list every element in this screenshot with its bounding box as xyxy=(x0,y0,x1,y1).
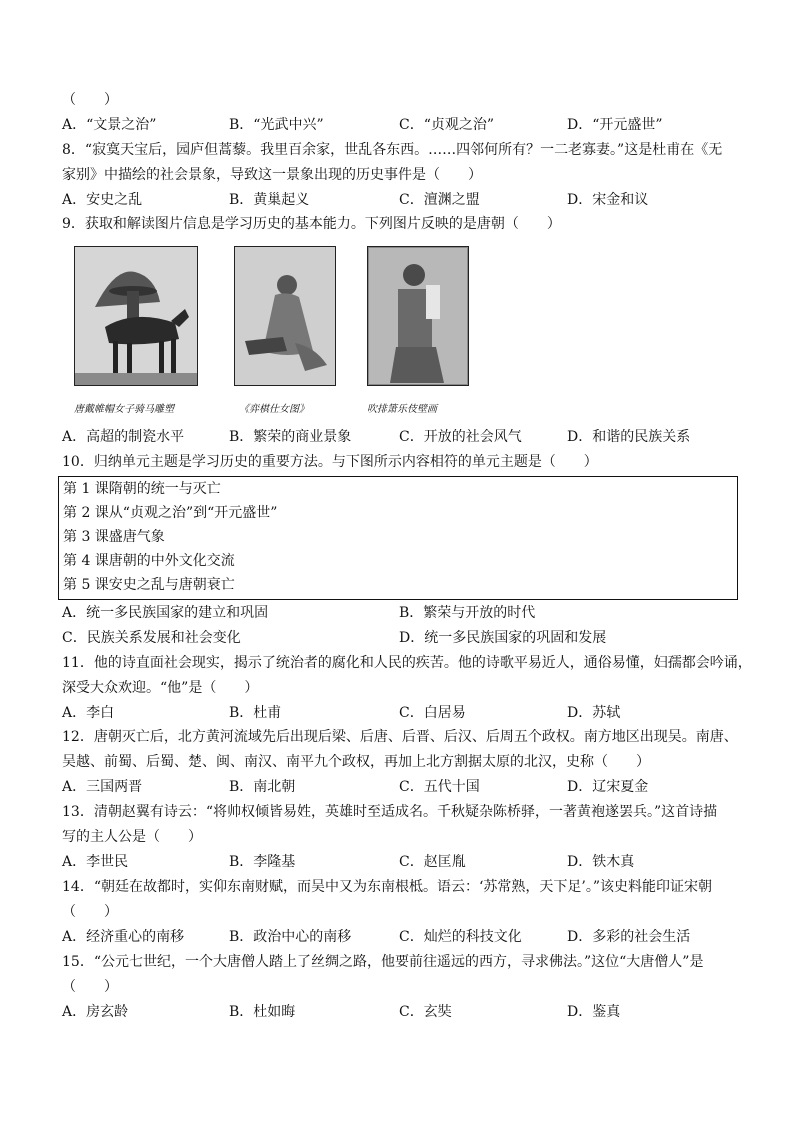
q13-stem-line2: 写的主人公是（ ） xyxy=(62,829,202,845)
q14-option-d[interactable]: D．多彩的社会生活 xyxy=(567,929,691,945)
q7-option-b[interactable]: B．“光武中兴” xyxy=(229,117,324,133)
q12-option-d[interactable]: D．辽宋夏金 xyxy=(567,779,649,795)
q9-stem: 9．获取和解读图片信息是学习历史的基本能力。下列图片反映的是唐朝（ ） xyxy=(62,216,561,232)
q8-option-c[interactable]: C．澶渊之盟 xyxy=(399,192,480,208)
q15-option-d[interactable]: D．鉴真 xyxy=(567,1004,621,1020)
q10-options-row2 xyxy=(62,628,752,648)
lesson-2: 第 2 课从“贞观之治”到“开元盛世” xyxy=(63,505,278,521)
lesson-4: 第 4 课唐朝的中外文化交流 xyxy=(63,553,235,569)
caption-tang-horse-rider: 唐戴帷帽女子骑马雕塑 xyxy=(74,404,174,415)
q7-option-a[interactable]: A．“文景之治” xyxy=(62,117,157,133)
q10-unit-lesson-box xyxy=(58,476,738,600)
q15-option-a[interactable]: A．房玄龄 xyxy=(62,1004,129,1020)
lesson-3: 第 3 课盛唐气象 xyxy=(63,529,165,545)
q7-paren: （ ） xyxy=(62,92,118,108)
q8-options xyxy=(62,190,752,210)
q13-option-b[interactable]: B．李隆基 xyxy=(229,854,296,870)
q8-stem-line2: 家别》中描绘的社会景象，导致这一景象出现的历史事件是（ ） xyxy=(62,167,482,183)
q14-option-c[interactable]: C．灿烂的科技文化 xyxy=(399,929,522,945)
q13-option-c[interactable]: C．赵匡胤 xyxy=(399,854,466,870)
q13-options xyxy=(62,852,752,872)
q13-option-d[interactable]: D．铁木真 xyxy=(567,854,635,870)
caption-panpipe-musician: 吹排箫乐伎壁画 xyxy=(367,404,437,415)
q14-stem-line2: （ ） xyxy=(62,904,118,920)
q13-option-a[interactable]: A．李世民 xyxy=(62,854,129,870)
q12-stem-line1: 12．唐朝灭亡后，北方黄河流域先后出现后梁、后唐、后晋、后汉、后周五个政权。南方地区出现吴。南唐、 xyxy=(62,729,738,745)
caption-weiqi-court-lady: 《弈棋仕女图》 xyxy=(239,404,309,415)
lesson-5: 第 5 课安史之乱与唐朝衰亡 xyxy=(63,577,235,593)
q8-stem-line1: 8．“寂寞天宝后，园庐但蒿藜。我里百余家，世乱各东西。……四邻何所有？一二老寡妻。”这是杜甫在《无 xyxy=(62,142,723,158)
q12-option-c[interactable]: C．五代十国 xyxy=(399,779,480,795)
q15-stem-line1: 15．“公元七世纪，一个大唐僧人踏上了丝绸之路，他要前往遥远的西方，寻求佛法。”这位“大唐僧人”是 xyxy=(62,954,704,970)
q15-option-c[interactable]: C．玄奘 xyxy=(399,1004,452,1020)
q13-stem-line1: 13．清朝赵翼有诗云：“将帅权倾皆易姓，英雄时至适成名。千秋疑杂陈桥驿，一著黄袍遂罢兵。”这首诗描 xyxy=(62,804,718,820)
q11-option-d[interactable]: D．苏轼 xyxy=(567,705,621,721)
q7-option-d[interactable]: D．“开元盛世” xyxy=(567,117,663,133)
tang-horse-rider-sculpture-image xyxy=(74,246,198,386)
q14-option-b[interactable]: B．政治中心的南移 xyxy=(229,929,352,945)
q12-option-a[interactable]: A．三国两晋 xyxy=(62,779,143,795)
q7-options xyxy=(62,115,752,135)
q11-option-b[interactable]: B．杜甫 xyxy=(229,705,282,721)
q15-option-b[interactable]: B．杜如晦 xyxy=(229,1004,296,1020)
q10-option-a[interactable]: A．统一多民族国家的建立和巩固 xyxy=(62,605,269,621)
q14-option-a[interactable]: A．经济重心的南移 xyxy=(62,929,185,945)
q9-options xyxy=(62,427,752,447)
q12-option-b[interactable]: B．南北朝 xyxy=(229,779,296,795)
q9-option-c[interactable]: C．开放的社会风气 xyxy=(399,429,522,445)
q11-option-a[interactable]: A．李白 xyxy=(62,705,115,721)
panpipe-musician-mural-image xyxy=(367,246,469,386)
q10-option-d[interactable]: D．统一多民族国家的巩固和发展 xyxy=(399,630,607,646)
q14-stem-line1: 14．“朝廷在故都时，实仰东南财赋，而吴中又为东南根柢。语云：‘苏常熟，天下足’。”该史料能印证宋朝 xyxy=(62,879,713,895)
weiqi-court-lady-painting-image xyxy=(234,246,336,386)
q14-options xyxy=(62,927,752,947)
q10-option-c[interactable]: C．民族关系发展和社会变化 xyxy=(62,630,241,646)
q11-stem-line1: 11．他的诗直面社会现实，揭示了统治者的腐化和人民的疾苦。他的诗歌平易近人，通俗易懂，妇孺都会吟诵， xyxy=(62,655,752,671)
q12-stem-line2: 吴越、前蜀、后蜀、楚、闽、南汉、南平九个政权，再加上北方割据太原的北汉，史称（ ） xyxy=(62,754,650,770)
q8-option-b[interactable]: B．黄巢起义 xyxy=(229,192,310,208)
lesson-1: 第 1 课隋朝的统一与灭亡 xyxy=(63,481,221,497)
q11-stem-line2: 深受大众欢迎。“他”是（ ） xyxy=(62,680,259,696)
q9-option-a[interactable]: A．高超的制瓷水平 xyxy=(62,429,185,445)
q15-options xyxy=(62,1002,752,1022)
q10-option-b[interactable]: B．繁荣与开放的时代 xyxy=(399,605,536,621)
q9-option-b[interactable]: B．繁荣的商业景象 xyxy=(229,429,352,445)
q8-option-a[interactable]: A．安史之乱 xyxy=(62,192,143,208)
q11-options xyxy=(62,703,752,723)
q15-stem-line2: （ ） xyxy=(62,979,118,995)
q11-option-c[interactable]: C．白居易 xyxy=(399,705,466,721)
q8-option-d[interactable]: D．宋金和议 xyxy=(567,192,649,208)
q9-option-d[interactable]: D．和谐的民族关系 xyxy=(567,429,691,445)
q7-option-c[interactable]: C．“贞观之治” xyxy=(399,117,495,133)
q10-options-row1 xyxy=(62,603,752,623)
q12-options xyxy=(62,777,752,797)
q10-stem: 10．归纳单元主题是学习历史的重要方法。与下图所示内容相符的单元主题是（ ） xyxy=(62,454,598,470)
